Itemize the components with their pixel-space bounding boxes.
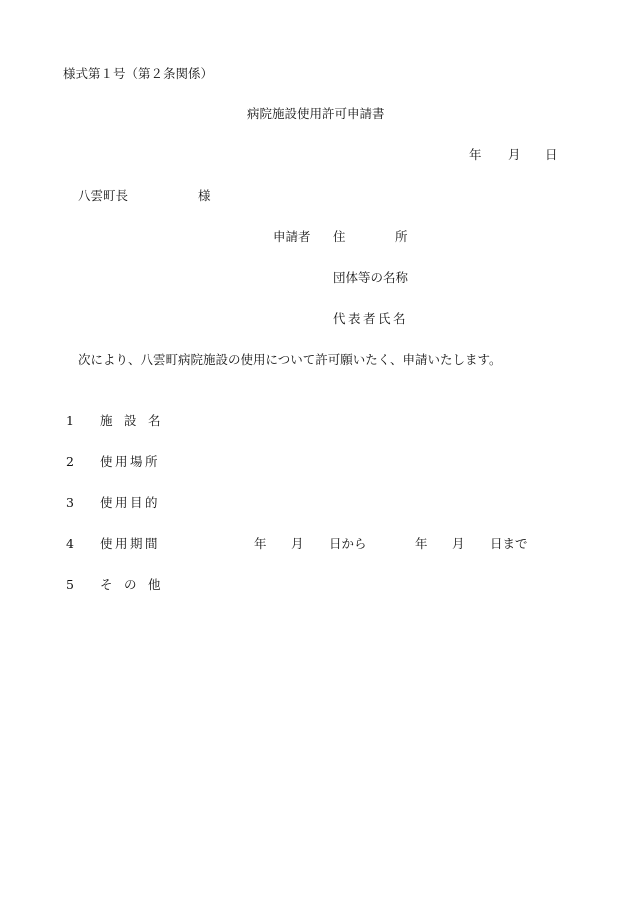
item-label-char: の xyxy=(124,577,137,592)
item-label-char: 間 xyxy=(145,536,158,551)
rep-label-char: 代 xyxy=(333,311,346,326)
item-label-char: 他 xyxy=(148,577,161,592)
address-label-char: 所 xyxy=(395,229,408,244)
period-day-until: 日まで xyxy=(490,536,528,551)
item-label-char: 使 xyxy=(100,495,113,510)
applicant-label: 申請者 xyxy=(273,229,311,244)
document-title: 病院施設使用許可申請書 xyxy=(247,106,385,121)
date-month: 月 xyxy=(508,147,521,162)
address-label-char: 住 xyxy=(333,229,346,244)
item-number: 2 xyxy=(66,454,74,469)
date-day: 日 xyxy=(545,147,558,162)
request-statement: 次により、八雲町病院施設の使用について許可願いたく、申請いたします。 xyxy=(78,352,502,367)
item-label-char: 用 xyxy=(115,536,128,551)
item-number: 4 xyxy=(66,536,74,551)
item-label-char: 的 xyxy=(145,495,158,510)
item-label-char: 設 xyxy=(124,413,137,428)
addressee-honorific: 様 xyxy=(198,188,211,203)
item-label-char: 施 xyxy=(100,413,113,428)
item-label-char: 使 xyxy=(100,536,113,551)
item-label-char: 名 xyxy=(148,413,161,428)
rep-label-char: 者 xyxy=(363,311,376,326)
item-label-char: 用 xyxy=(115,495,128,510)
item-label-char: 場 xyxy=(130,454,143,469)
item-number: 3 xyxy=(66,495,74,510)
period-month-from: 月 xyxy=(291,536,304,551)
period-year-until: 年 xyxy=(415,536,428,551)
rep-label-char: 表 xyxy=(348,311,361,326)
date-year: 年 xyxy=(469,147,482,162)
item-number: 5 xyxy=(66,577,74,592)
form-number: 様式第１号（第２条関係） xyxy=(63,66,214,81)
item-number: 1 xyxy=(66,413,74,428)
item-label-char: 用 xyxy=(115,454,128,469)
period-day-from: 日から xyxy=(329,536,367,551)
item-label-char: 所 xyxy=(145,454,158,469)
period-year-from: 年 xyxy=(254,536,267,551)
rep-label-char: 氏 xyxy=(378,311,391,326)
item-label-char: 使 xyxy=(100,454,113,469)
item-label-char: 期 xyxy=(130,536,143,551)
addressee-name: 八雲町長 xyxy=(78,188,129,203)
period-month-until: 月 xyxy=(452,536,465,551)
rep-label-char: 名 xyxy=(393,311,406,326)
org-name-label: 団体等の名称 xyxy=(333,270,409,285)
item-label-char: そ xyxy=(100,577,113,592)
item-label-char: 目 xyxy=(130,495,143,510)
